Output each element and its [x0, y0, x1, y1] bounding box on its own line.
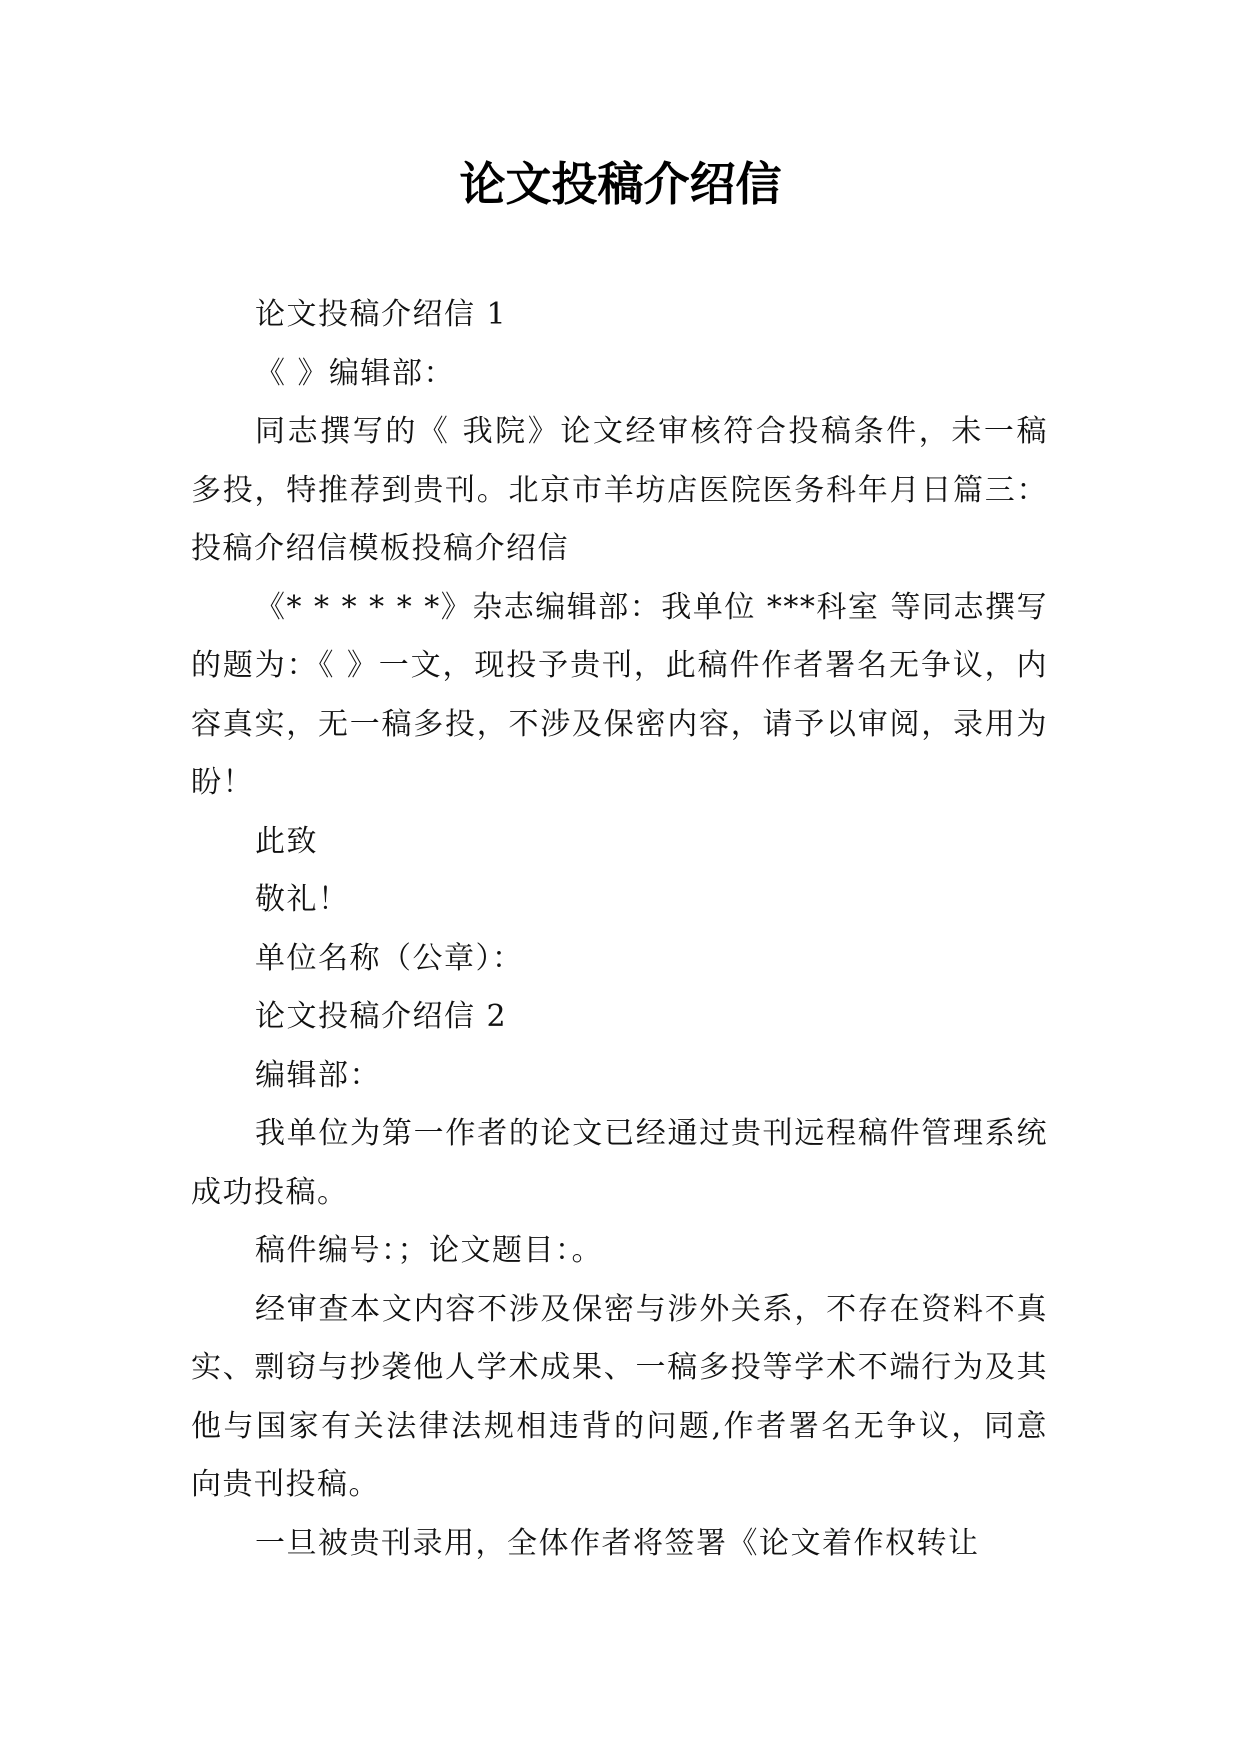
signature-line: 单位名称（公章）：: [255, 940, 524, 976]
salutation-1: 《 》编辑部：: [255, 355, 456, 391]
section-heading-1: 论文投稿介绍信 1: [255, 297, 508, 332]
closing-line: 此致: [255, 823, 318, 859]
paragraph: 经审查本文内容不涉及保密与涉外关系，不存在资料不真实、剽窃与抄袭他人学术成果、一稿多投等学术不端行为及其他与国家有关法律法规相违背的问题,作者署名无争议，同意向贵刊投稿。: [191, 1291, 1048, 1502]
closing-regards: 敬礼！: [255, 882, 350, 917]
document-title: 论文投稿介绍信: [459, 157, 782, 211]
document-body: [191, 286, 1048, 1573]
manuscript-info: 稿件编号：；论文题目：。: [255, 1233, 603, 1268]
paragraph: 同志撰写的《 我院》论文经审核符合投稿条件，未一稿多投，特推荐到贵刊。北京市羊坊店医院医务科年月日篇三：投稿介绍信模板投稿介绍信: [191, 414, 1048, 566]
paragraph: 一旦被贵刊录用，全体作者将签署《论文着作权转让: [255, 1525, 980, 1561]
section-heading-2: 论文投稿介绍信 2: [255, 999, 508, 1034]
paragraph: 我单位为第一作者的论文已经通过贵刊远程稿件管理系统成功投稿。: [191, 1116, 1048, 1210]
salutation-2: 编辑部：: [255, 1057, 381, 1093]
paragraph: 《* * * * * *》杂志编辑部：我单位 ***科室 等同志撰写的题为：《 》一文，现投予贵刊，此稿件作者署名无争议，内容真实，无一稿多投，不涉及保密内容，请予以审阅，录用为盼！: [191, 589, 1048, 800]
